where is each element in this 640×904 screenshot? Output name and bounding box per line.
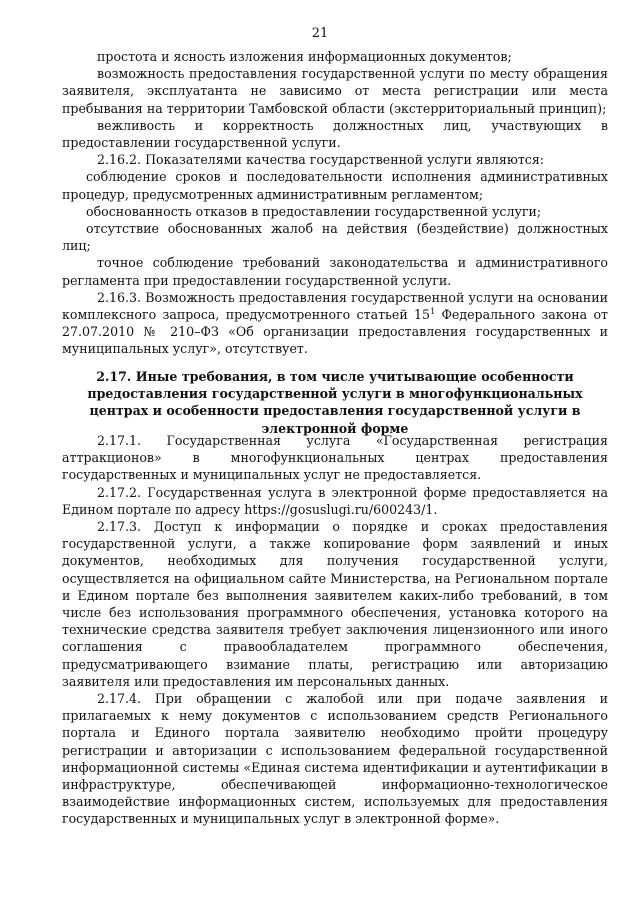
page-number: 21 — [311, 26, 329, 41]
paragraph-politeness: вежливость и корректность должностных лиц, участвующих в предоставлении государственной услуги. — [62, 117, 608, 151]
paragraph-2173: 2.17.3. Доступ к информации о порядке и сроках предоставления государственной услуги, а также копирование форм заявлений и иных документов, необходимых для получения государственной услуги, осуществляется на официальном сайте Министерства, на Региональном портале и Едином портале без выполнения заявителем каких-либо требований, в том числе без использования программного обеспечения, установка которого на технические средства заявителя требует заключения лицензионного или иного соглашения с правообладателем программного обеспечения, предусматривающего взимание платы, регистрацию или авторизацию заявителя или предоставления им персональных данных. — [62, 519, 608, 689]
paragraph-deadlines: соблюдение сроков и последовательности исполнения административных процедур, предусмотренных административным регламентом; — [62, 169, 608, 202]
paragraph-2163 — [62, 289, 608, 358]
paragraph-2162: 2.16.2. Показателями качества государственной услуги являются: — [97, 152, 545, 168]
paragraph-extraterritorial: возможность предоставления государственной услуги по месту обращения заявителя, эксплуатанта не зависимо от места регистрации или места пребывания на территории Тамбовской области (экстерриториальный принцип); — [62, 66, 608, 116]
paragraph-complaints: отсутствие обоснованных жалоб на действия (бездействие) должностных лиц; — [62, 221, 608, 254]
superscript: 1 — [430, 306, 436, 316]
top-text-block — [62, 48, 608, 358]
paragraph-refusals: обоснованность отказов в предоставлении государственной услуги; — [86, 203, 542, 219]
section-217-block — [62, 432, 608, 828]
section-heading-217: 2.17. Иные требования, в том числе учитывающие особенности предоставления государственной услуги в многофункциональных центрах и особенности предоставления государственной услуги в электронной форме — [87, 369, 583, 436]
paragraph-clarity: простота и ясность изложения информационных документов; — [97, 49, 512, 64]
paragraph-compliance: точное соблюдение требований законодательства и административного регламента при предоставлении государственной услуги. — [62, 255, 608, 288]
paragraph-2163-text: 2.16.3. Возможность предоставления государственной услуги на основании комплексного запроса, предусмотренного статьей 15 — [62, 289, 608, 323]
paragraph-2171: 2.17.1. Государственная услуга «Государственная регистрация аттракционов» в многофункциональных центрах предоставления государственных и муниципальных услуг не предоставляется. — [62, 433, 608, 483]
paragraph-2163-tail: Федерального закона от 27.07.2010 № 210–ФЗ «Об организации предоставления государственных и муниципальных услуг», отсутствует. — [62, 307, 608, 357]
paragraph-2174: 2.17.4. При обращении с жалобой или при подаче заявления и прилагаемых к нему документов с использованием средств Регионального портала и Единого портала заявителю необходимо пройти процедуру регистрации и авторизации с использованием федеральной государственной информационной системы «Единая система идентификации и аутентификации в инфраструктуре, обеспечивающей информационно-технологическое взаимодействие информационных систем, используемых для предоставления государственных и муниципальных услуг в электронной форме». — [62, 691, 608, 827]
paragraph-2172: 2.17.2. Государственная услуга в электронной форме предоставляется на Едином портале по адресу https://gosuslugi.ru/600243/1. — [62, 484, 608, 517]
